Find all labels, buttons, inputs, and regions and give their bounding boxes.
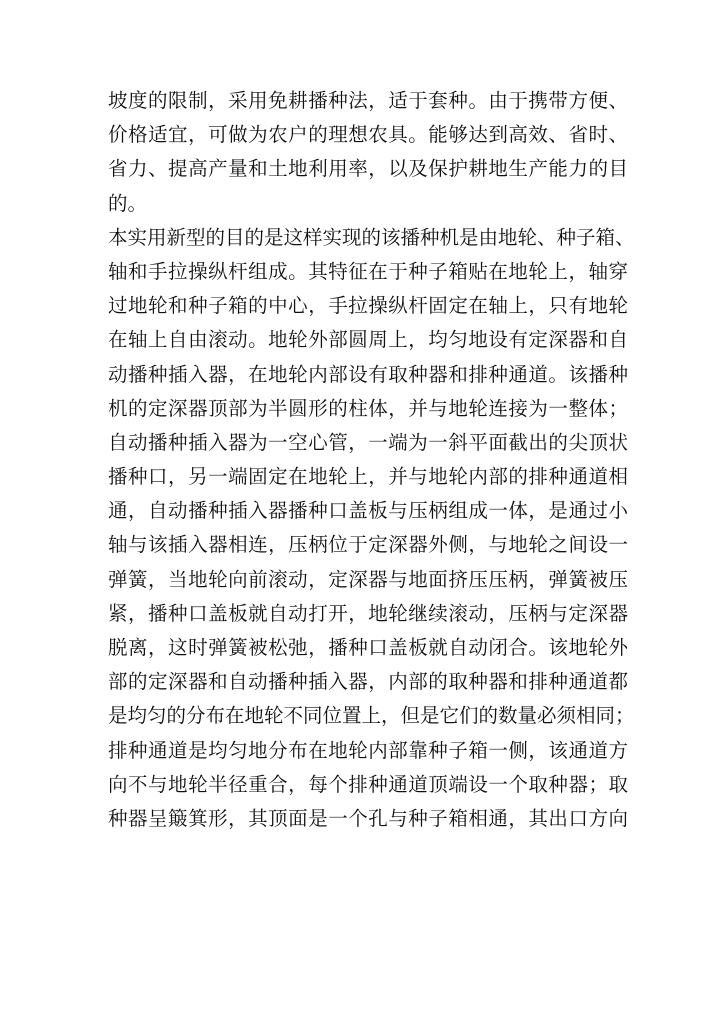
text-line: 排种通道是均匀地分布在地轮内部靠种子箱一侧，该通道方 (108, 738, 628, 762)
text-line: 机的定深器顶部为半圆形的柱体，并与地轮连接为一整体； (108, 396, 628, 420)
text-line: 脱离，这时弹簧被松弛，播种口盖板就自动闭合。该地轮外 (108, 636, 628, 659)
text-line: 本实用新型的目的是这样实现的该播种机是由地轮、种子箱、 (108, 225, 635, 249)
text-line: 播种口，另一端固定在地轮上，并与地轮内部的排种通道相 (108, 465, 628, 489)
text-line: 向不与地轮半径重合，每个排种通道顶端设一个取种器；取 (108, 772, 628, 796)
text-line: 的。 (108, 191, 148, 215)
text-line: 价格适宜，可做为农户的理想农具。能够达到高效、省时、 (108, 123, 628, 147)
text-line: 部的定深器和自动播种插入器，内部的取种器和排种通道都 (108, 670, 628, 694)
text-line: 自动播种插入器为一空心管，一端为一斜平面截出的尖顶状 (108, 430, 628, 454)
text-line: 在轴上自由滚动。地轮外部圆周上，均匀地设有定深器和自 (108, 328, 628, 352)
text-line: 坡度的限制，采用免耕播种法，适于套种。由于携带方便、 (108, 89, 628, 112)
text-line: 动播种插入器，在地轮内部设有取种器和排种通道。该播种 (108, 362, 628, 386)
text-line: 过地轮和种子箱的中心，手拉操纵杆固定在轴上，只有地轮 (108, 294, 628, 318)
text-line: 紧，播种口盖板就自动打开，地轮继续滚动，压柄与定深器 (108, 601, 628, 625)
text-line: 轴和手拉操纵杆组成。其特征在于种子箱贴在地轮上，轴穿 (108, 259, 628, 283)
text-line: 轴与该插入器相连，压柄位于定深器外侧，与地轮之间设一 (108, 533, 628, 557)
document-body (108, 84, 635, 836)
text-line: 省力、提高产量和土地利用率，以及保护耕地生产能力的目 (108, 157, 628, 181)
text-line: 通，自动播种插入器播种口盖板与压柄组成一体，是通过小 (108, 499, 628, 523)
text-line: 种器呈簸箕形，其顶面是一个孔与种子箱相通，其出口方向 (108, 806, 628, 830)
text-line: 弹簧，当地轮向前滚动，定深器与地面挤压压柄，弹簧被压 (108, 567, 628, 591)
text-line: 是均匀的分布在地轮不同位置上，但是它们的数量必须相同； (108, 704, 635, 728)
